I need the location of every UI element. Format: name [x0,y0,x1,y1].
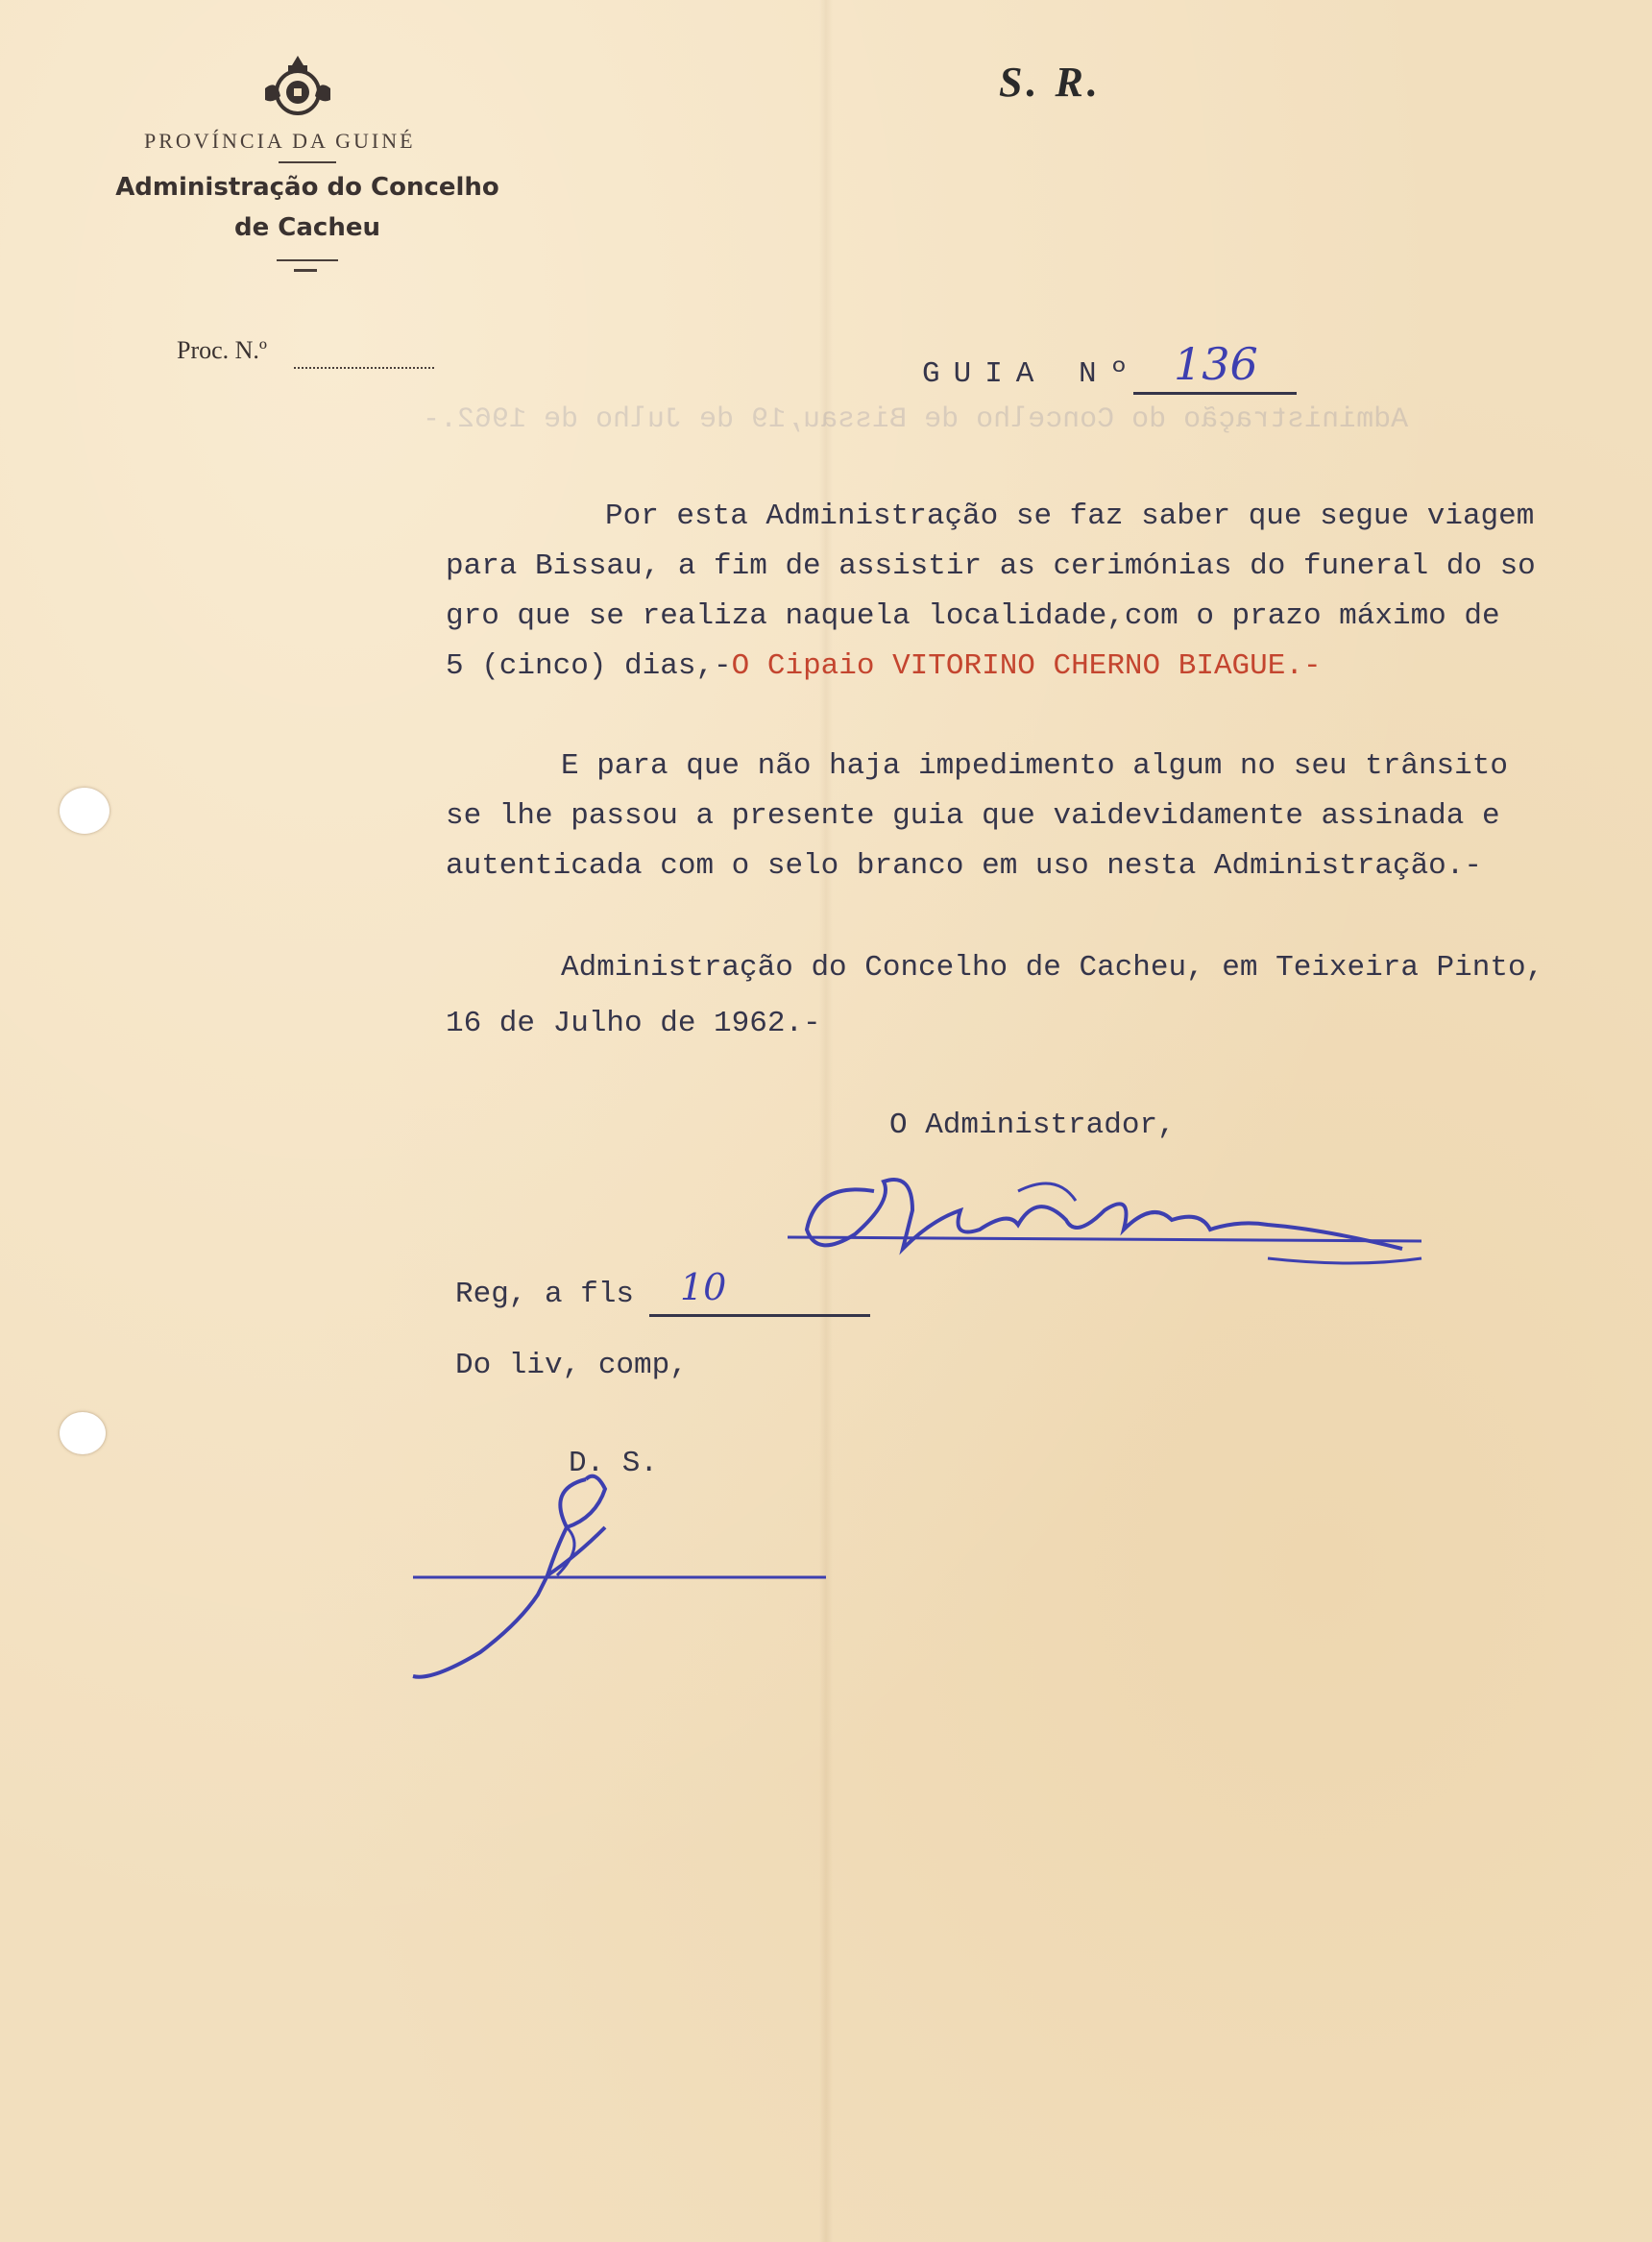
person-name: O Cipaio VITORINO CHERNO BIAGUE.- [731,649,1322,683]
guide-number-underline [1133,392,1297,395]
administrator-signature [788,1153,1441,1278]
divider [279,161,336,163]
registry-number-underline [649,1314,870,1317]
divider [277,259,338,261]
registry-number: 10 [680,1266,727,1308]
sr-mark: S. R. [999,59,1102,106]
date-line: 16 de Julho de 1962.- [446,1007,821,1040]
registry-line [455,1278,634,1311]
coat-of-arms-icon [259,50,336,127]
book-line: Do liv, comp, [455,1349,688,1382]
province-heading: PROVÍNCIA DA GUINÉ [144,129,416,153]
show-through-text: Administração do Concelho de Bissau,19 de Julho de 1962.- [423,403,1409,436]
body-line: gro que se realiza naquela localidade,com o prazo máximo de [446,599,1500,633]
body-line: para Bissau, a fim de assistir as cerimónias do funeral do so [446,549,1536,583]
guide-number: 136 [1174,338,1258,390]
body-line [446,649,1322,683]
body-line: autenticada com o selo branco em uso nesta Administração.- [446,849,1482,883]
proc-number-line [294,367,434,369]
body-line: E para que não haja impedimento algum no seu trânsito [561,749,1508,783]
ds-signature [403,1470,836,1691]
ds-line: D. S. [569,1447,659,1480]
administration-line-1: Administração do Concelho [115,173,499,202]
guide-label: GUIA Nº [922,357,1142,391]
body-line-prefix: 5 (cinco) dias,- [446,649,732,683]
body-line: se lhe passou a presente guia que vaidevidamente assinada e [446,799,1500,833]
administration-line-2: de Cacheu [234,213,380,242]
place-line: Administração do Concelho de Cacheu, em Teixeira Pinto, [561,951,1544,985]
punch-hole-top [60,788,109,834]
proc-number-label: Proc. N.º [177,336,267,364]
registry-prefix: Reg, a fls [455,1278,635,1311]
body-line: Por esta Administração se faz saber que segue viagem [605,500,1535,533]
punch-hole-bottom [60,1412,106,1454]
signature-title: O Administrador, [889,1109,1176,1142]
divider [294,269,317,272]
